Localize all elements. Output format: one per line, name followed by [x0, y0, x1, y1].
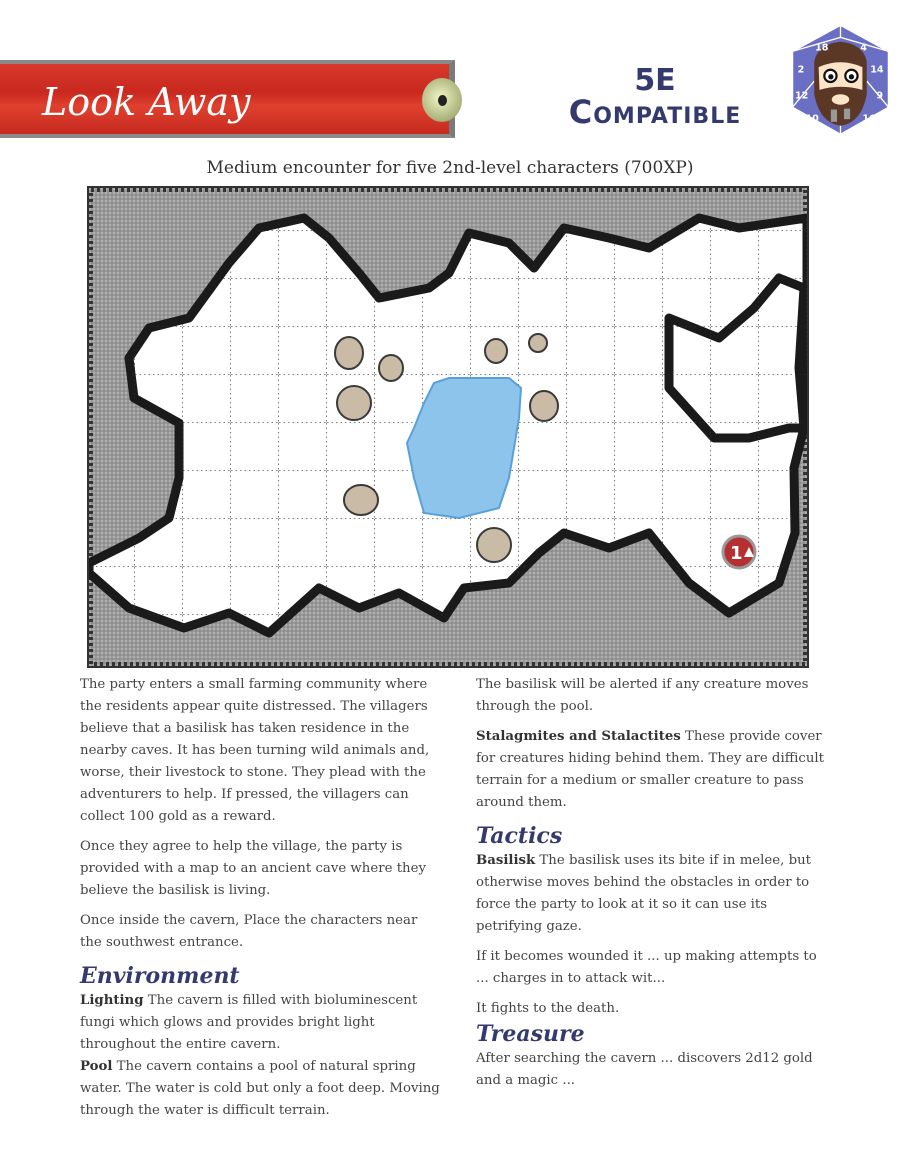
paragraph: If it becomes wounded it ... up making attempts to ... charges in to attack wit... [476, 949, 817, 986]
compatibility-badge [530, 63, 780, 131]
intro-paragraph: The party enters a small farming community where the residents appear quite distressed. The villagers believe that a basilisk has taken residence in the nearby caves. It has been turning wild animals and, worse, their livestock to stone. They plead with the adventurers to help. If pressed, the villagers can collect 100 gold as a reward. [80, 677, 430, 824]
encounter-subtitle: Medium encounter for five 2nd-level characters (700XP) [206, 158, 694, 178]
author-logo [788, 24, 893, 136]
stalagmite [344, 485, 378, 515]
start-marker [723, 536, 755, 568]
right-column [476, 674, 826, 1100]
die-number: 10 [805, 113, 819, 125]
stalagmites-text: These provide cover for creatures hiding behind them. They are difficult terrain for a medium or smaller creature to pass around them. [476, 729, 825, 810]
paragraph: It fights to the death. [476, 1001, 620, 1016]
pool-text: The cavern contains a pool of natural spring water. The water is cold but only a foot deep. Moving through the water is difficult terrain. [80, 1059, 440, 1118]
encounter-map [87, 186, 809, 668]
bearded-face-icon [814, 42, 867, 126]
title-banner [0, 60, 455, 138]
basilisk-label: Basilisk [476, 853, 536, 868]
pool-label: Pool [80, 1059, 113, 1074]
die-number: 14 [870, 64, 884, 76]
stalagmite [335, 337, 363, 369]
paragraph: After searching the cavern ... discovers 2d12 gold and a magic ... [476, 1051, 813, 1088]
lighting-label: Lighting [80, 993, 144, 1008]
paragraph: The basilisk will be alerted if any creature moves through the pool. [476, 677, 809, 714]
badge-line-2: Compatible [568, 93, 742, 131]
stalagmite [337, 386, 371, 420]
stalagmites-label: Stalagmites and Stalactites [476, 729, 681, 744]
paragraph: Once inside the cavern, Place the characters near the southwest entrance. [80, 913, 418, 950]
die-number: 12 [795, 90, 809, 102]
die-number: 2 [797, 64, 805, 76]
basilisk-text: The basilisk uses its bite if in melee, but otherwise moves behind the obstacles in order to force the party to look at it so it can use its petrifying gaze. [476, 853, 812, 934]
page-title: Look Away [42, 80, 251, 124]
treasure-heading: Treasure [476, 1021, 585, 1047]
stalagmite [477, 528, 511, 562]
left-column [80, 674, 440, 1130]
stalagmite [485, 339, 507, 363]
tactics-heading: Tactics [476, 823, 563, 849]
lighting-text: The cavern is filled with bioluminescent fungi which glows and provides bright light throughout the entire cavern. [80, 993, 418, 1052]
stalagmite [379, 355, 403, 381]
paragraph: Once they agree to help the village, the party is provided with a map to an ancient cave where they believe the basilisk is living. [80, 839, 426, 898]
environment-heading: Environment [80, 963, 240, 989]
badge-line-1: 5E [634, 63, 676, 98]
die-number: 9 [876, 90, 884, 102]
die-number: 4 [860, 42, 867, 54]
stalagmite [529, 334, 547, 352]
stalagmite [530, 391, 558, 421]
die-number: 18 [815, 42, 829, 54]
marker-label: 1 [730, 543, 743, 564]
eye-icon [422, 78, 462, 122]
die-number: 16 [862, 113, 876, 125]
